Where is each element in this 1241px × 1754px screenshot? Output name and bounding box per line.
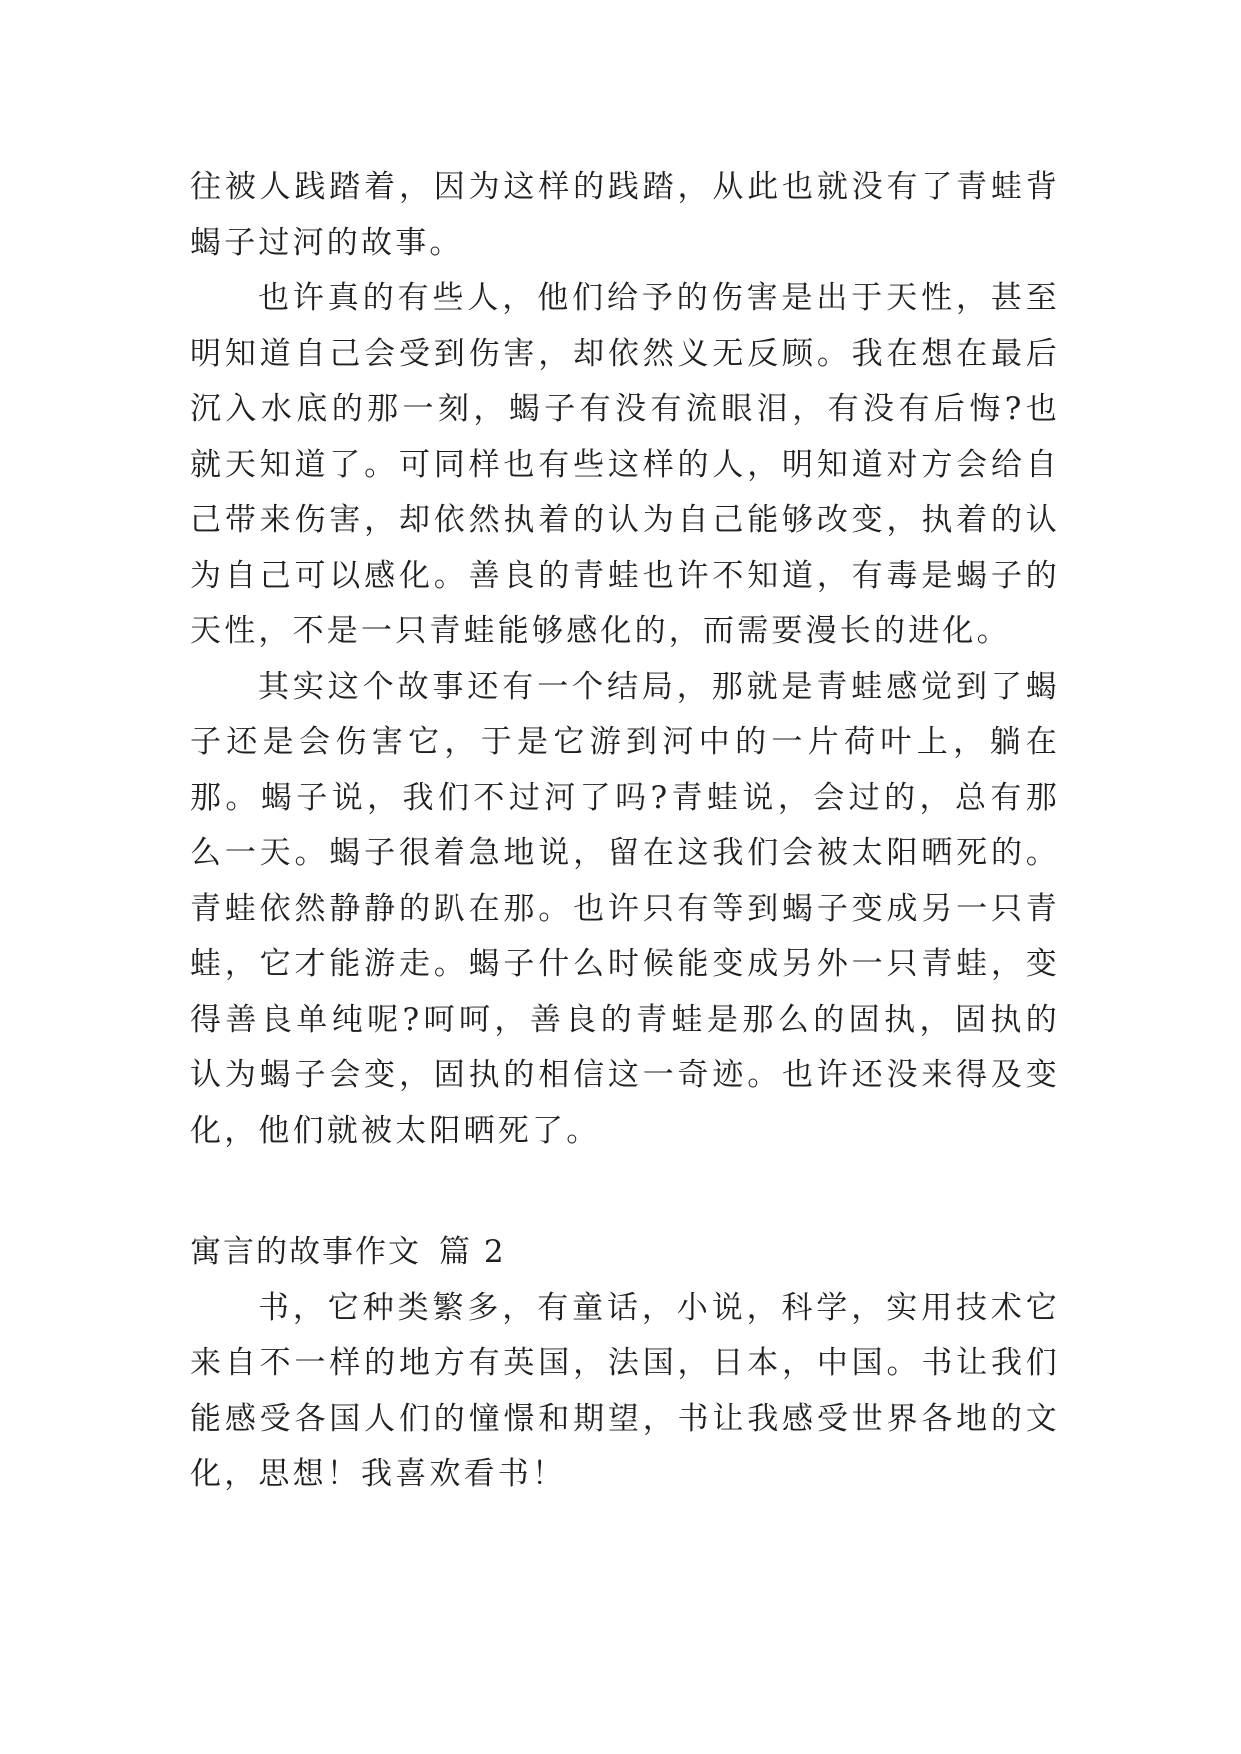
paragraph-continued: 往被人践踏着，因为这样的践踏，从此也就没有了青蛙背蝎子过河的故事。 [190, 169, 1060, 261]
paragraph: 书，它种类繁多，有童话，小说，科学，实用技术它来自不一样的地方有英国，法国，日本，中国。书让我们能感受各国人们的憧憬和期望，书让我感受世界各地的文化，思想！我喜欢看书！ [190, 1289, 1060, 1492]
paragraph: 也许真的有些人，他们给予的伤害是出于天性，甚至明知道自己会受到伤害，却依然义无反顾。我在想在最后沉入水底的那一刻，蝎子有没有流眼泪，有没有后悔?也就天知道了。可同样也有些这样的人，明知道对方会给自己带来伤害，却依然执着的认为自己能够改变，执着的认为自己可以感化。善良的青蛙也许不知道，有毒是蝎子的天性，不是一只青蛙能够感化的，而需要漫长的进化。 [190, 280, 1060, 649]
section-number: 篇 2 [439, 1234, 506, 1270]
section-title: 寓言的故事作文 [190, 1234, 421, 1270]
document-body [190, 160, 1060, 1503]
paragraph: 其实这个故事还有一个结局，那就是青蛙感觉到了蝎子还是会伤害它，于是它游到河中的一片荷叶上，躺在那。蝎子说，我们不过河了吗?青蛙说，会过的，总有那么一天。蝎子很着急地说，留在这我们会被太阳晒死的。青蛙依然静静的趴在那。也许只有等到蝎子变成另一只青蛙，它才能游走。蝎子什么时候能变成另外一只青蛙，变得善良单纯呢?呵呵，善良的青蛙是那么的固执，固执的认为蝎子会变，固执的相信这一奇迹。也许还没来得及变化，他们就被太阳晒死了。 [190, 668, 1060, 1149]
section-heading [190, 1225, 1060, 1281]
